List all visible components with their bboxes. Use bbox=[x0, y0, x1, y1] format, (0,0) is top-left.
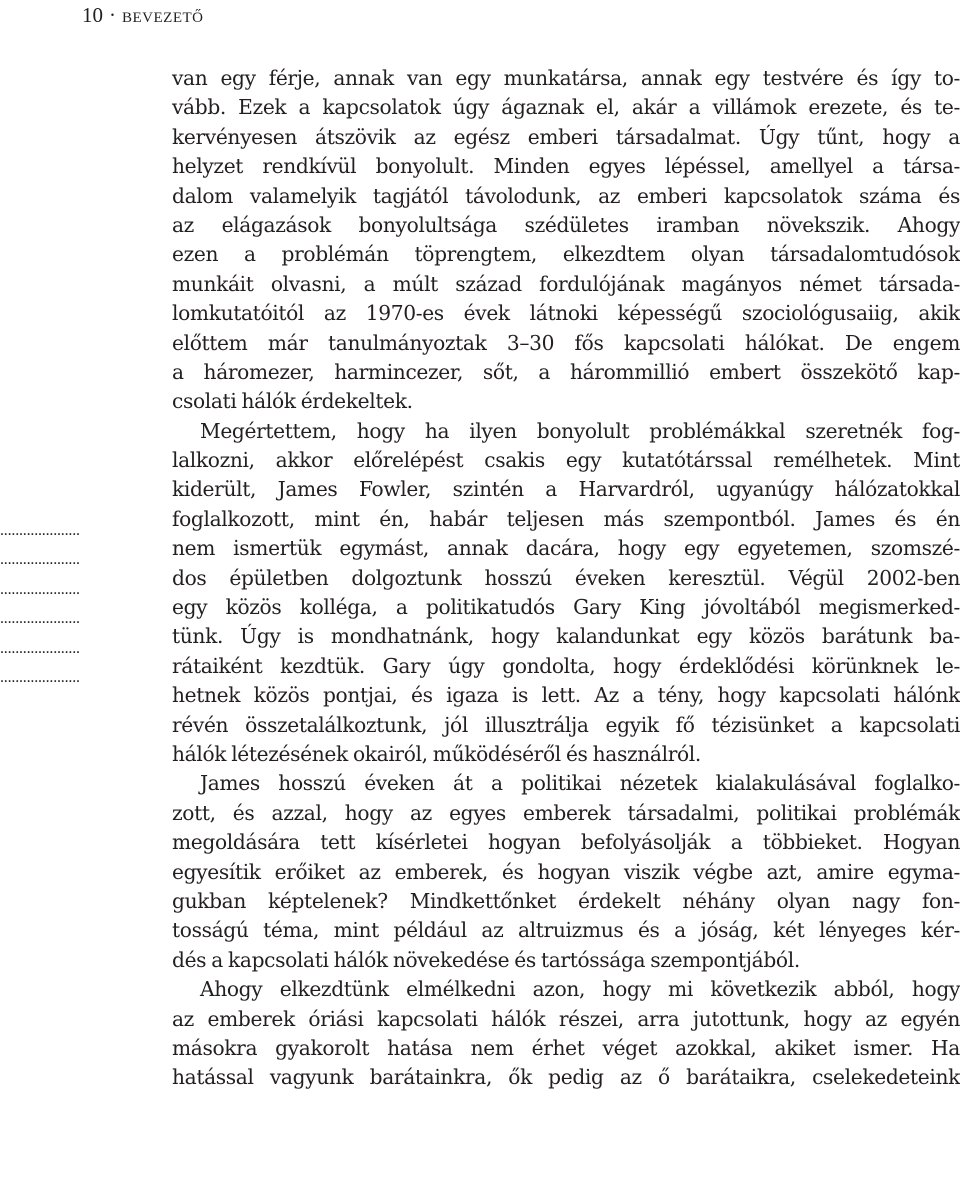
text-line: lalkozni, akkor előrelépést csakis egy kutatótárssal remélhetek. Mint bbox=[172, 448, 960, 473]
header-separator: · bbox=[109, 3, 116, 27]
page-number: 10 bbox=[82, 3, 103, 27]
text-line: másokra gyakorolt hatása nem érhet véget azokkal, akiket ismer. Ha bbox=[172, 1035, 960, 1060]
text-line: James hosszú éveken át a politikai nézetek kialakulásával foglalko- bbox=[200, 771, 960, 796]
text-line: zott, és azzal, hogy az egyes emberek társadalmi, politikai problémák bbox=[172, 800, 960, 825]
text-line: révén összetalálkoztunk, jól illusztrálja egyik fő tézisünket a kapcsolati bbox=[172, 712, 960, 737]
text-line: dés a kapcsolati hálók növekedése és tartóssága szempontjából. bbox=[172, 947, 800, 972]
body-text bbox=[172, 64, 960, 1093]
margin-dot-line: ..................... bbox=[0, 580, 80, 598]
text-line: tünk. Úgy is mondhatnánk, hogy kalandunkat egy közös barátunk ba- bbox=[172, 624, 960, 649]
text-line: dos épületben dolgoztunk hosszú éveken keresztül. Végül 2002-ben bbox=[172, 565, 960, 590]
text-line: van egy férje, annak van egy munkatársa, annak egy testvére és így to- bbox=[172, 66, 960, 90]
text-line: megoldására tett kísérletei hogyan befolyásolják a többieket. Hogyan bbox=[172, 830, 960, 855]
text-line: vább. Ezek a kapcsolatok úgy ágaznak el, akár a villámok erezete, és te- bbox=[172, 95, 960, 120]
margin-dot-line: ..................... bbox=[0, 610, 80, 628]
text-line: lomkutatóitól az 1970-es évek látnoki képességű szociológusaiig, akik bbox=[172, 301, 960, 326]
text-line: egy közös kolléga, a politikatudós Gary King jóvoltából megismerked- bbox=[172, 595, 960, 620]
margin-dot-line: ..................... bbox=[0, 551, 80, 569]
text-line: az emberek óriási kapcsolati hálók részei, arra jutottunk, hogy az egyén bbox=[172, 1006, 960, 1031]
margin-note-placeholder bbox=[0, 516, 140, 692]
text-line: dalom valamelyik tagjától távolodunk, az emberi kapcsolatok száma és bbox=[172, 183, 960, 208]
text-line: Megértettem, hogy ha ilyen bonyolult problémákkal szeretnék fog- bbox=[200, 418, 960, 443]
text-line: kiderült, James Fowler, szintén a Harvardról, ugyanúgy hálózatokkal bbox=[172, 477, 960, 502]
text-line: kervényesen átszövik az egész emberi társadalmat. Úgy tűnt, hogy a bbox=[172, 124, 960, 149]
text-line: helyzet rendkívül bonyolult. Minden egyes lépéssel, amellyel a társa- bbox=[172, 154, 960, 179]
text-line: ezen a problémán töprengtem, elkezdtem olyan társadalomtudósok bbox=[172, 242, 960, 267]
text-line: előttem már tanulmányoztak 3–30 fős kapcsolati hálókat. De engem bbox=[172, 330, 960, 355]
text-line: hetnek közös pontjai, és igaza is lett. Az a tény, hogy kapcsolati hálónk bbox=[172, 683, 960, 708]
text-line: rátaiként kezdtük. Gary úgy gondolta, hogy érdeklődési körünknek le- bbox=[172, 653, 960, 678]
text-line: egyesítik erőiket az emberek, és hogyan viszik végbe azt, amire egyma- bbox=[172, 859, 960, 884]
margin-dot-line: ..................... bbox=[0, 639, 80, 657]
text-line: foglalkozott, mint én, habár teljesen más szempontból. James és én bbox=[172, 506, 960, 531]
text-line: hálók létezésének okairól, működéséről és használról. bbox=[172, 741, 701, 766]
text-line: gukban képtelenek? Mindkettőnket érdekelt néhány olyan nagy fon- bbox=[172, 888, 960, 913]
text-line: munkáit olvasni, a múlt század fordulójának magányos német társada- bbox=[172, 271, 960, 296]
text-line: Ahogy elkezdtünk elmélkedni azon, hogy mi következik abból, hogy bbox=[200, 977, 960, 1002]
margin-dot-line: ..................... bbox=[0, 522, 80, 539]
section-title: BEVEZETŐ bbox=[122, 10, 204, 26]
text-line: az elágazások bonyolultsága szédületes iramban növekszik. Ahogy bbox=[172, 212, 960, 237]
text-line: hatással vagyunk barátainkra, ők pedig az ő barátaikra, cselekedeteink bbox=[172, 1065, 960, 1090]
text-line: a háromezer, harmincezer, sőt, a hárommillió embert összekötő kap- bbox=[172, 359, 960, 384]
text-line: nem ismertük egymást, annak dacára, hogy egy egyetemen, szomszé- bbox=[172, 536, 960, 561]
text-line: csolati hálók érdekeltek. bbox=[172, 389, 413, 414]
text-line: tosságú téma, mint például az altruizmus és a jóság, két lényeges kér- bbox=[172, 918, 960, 943]
running-header bbox=[82, 2, 203, 31]
margin-dot-line: ..................... bbox=[0, 668, 80, 686]
